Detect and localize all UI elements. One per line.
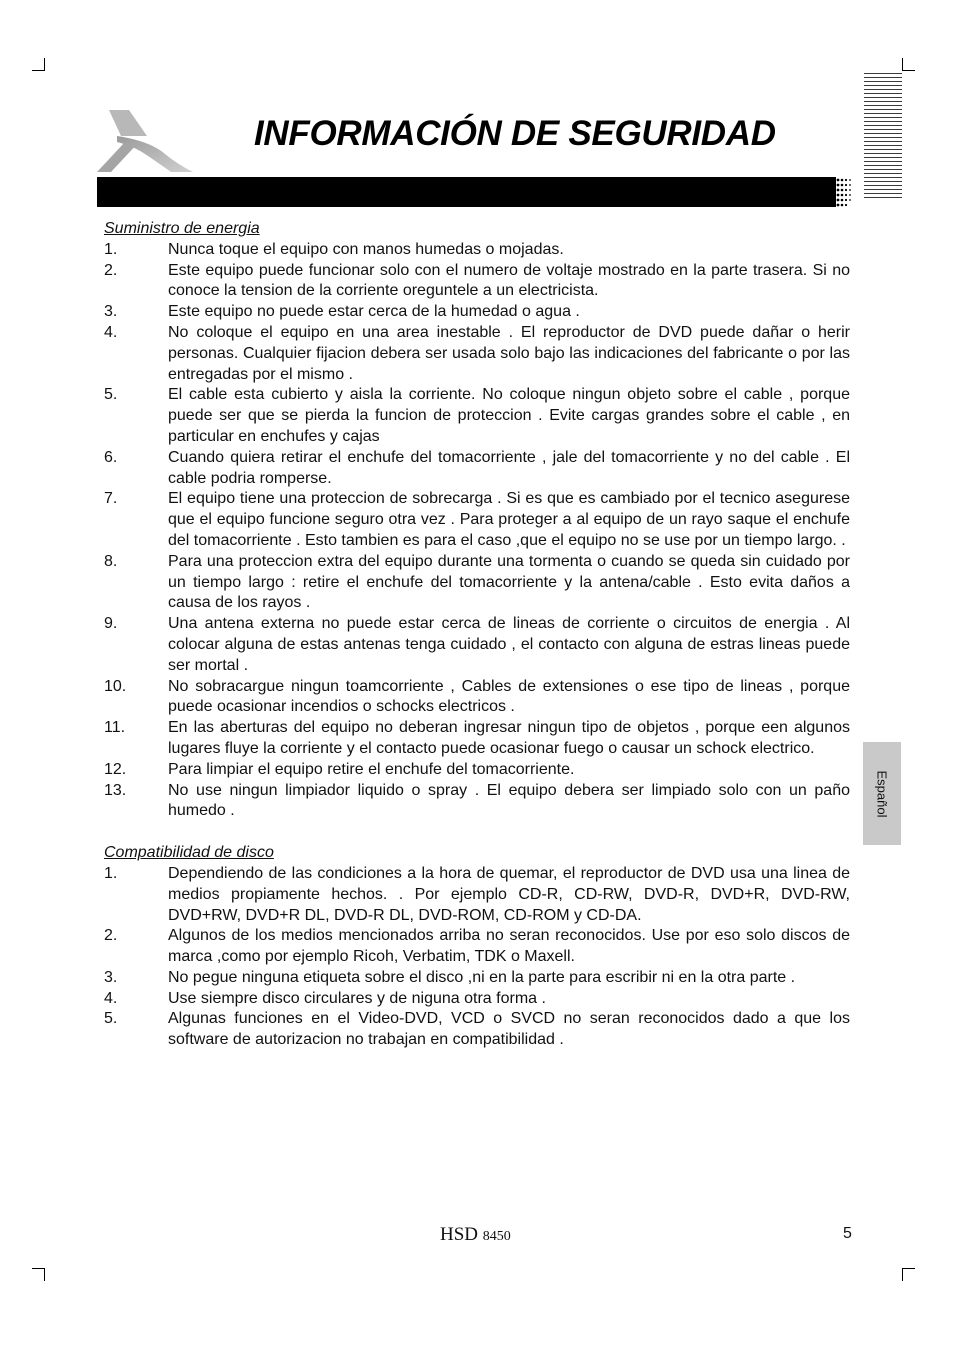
section-spacer xyxy=(104,822,850,843)
list-item: 1. Dependiendo de las condiciones a la hora de quemar, el reproductor de DVD usa una linea de medios propiamente hechos. . Por ejemplo CD-R, CD-RW, DVD-R, DVD+R, DVD-RW, DVD+RW, DVD+R DL, DVD-R DL, DVD-ROM, CD-ROM y CD-DA. xyxy=(104,864,850,924)
language-side-tab xyxy=(863,742,901,845)
list-item: 10. No sobracargue ningun toamcorriente , Cables de extensiones o ese tipo de lineas , porque puede ocasionar incendios o schocks electricos . xyxy=(104,677,850,716)
list-item: 8. Para una proteccion extra del equipo durante una tormenta o cuando se queda sin cuidado por un tiempo largo : retire el enchufe del tomacorriente y la antena/cable . Esto evita daños a causa de los rayos . xyxy=(104,552,850,612)
page-number: 5 xyxy=(843,1225,852,1242)
page-title: INFORMACIÓN DE SEGURIDAD xyxy=(254,114,776,153)
list-item: 7. El equipo tiene una proteccion de sobrecarga . Si es que es cambiado por el tecnico asegurese que el equipo funcione seguro otra vez . Para proteger a al equipo de un rayo saque el enchufe del tomacorriente . Esto tambien es para el caso ,que el equipo no se use por un tiempo largo. . xyxy=(104,490,850,549)
list-item: 12. Para limpiar el equipo retire el enchufe del tomacorriente. xyxy=(104,760,575,778)
list-item: 3. No pegue ninguna etiqueta sobre el disco ,ni en la parte para escribir ni en la otra parte . xyxy=(104,968,796,986)
list-item: 3. Este equipo no puede estar cerca de la humedad o agua . xyxy=(104,303,580,321)
list-item: 2. Algunos de los medios mencionados arriba no seran reconocidos. Use por eso solo discos de marca ,como por ejemplo Ricoh, Verbatim, TDK o Maxell. xyxy=(104,927,850,966)
crop-mark-top-left xyxy=(32,58,45,71)
title-underline-bar xyxy=(97,177,821,207)
model-logo xyxy=(440,1224,511,1246)
list-item: 2. Este equipo puede funcionar solo con el numero de voltaje mostrado en la parte trasera. Si no conoce la tension de la corriente oreguntele a un electricista. xyxy=(104,261,850,300)
document-body xyxy=(104,219,850,1051)
model-number: 8450 xyxy=(482,1229,511,1244)
disc-compatibility-list xyxy=(104,864,850,1051)
list-item: 6. Cuando quiera retirar el enchufe del tomacorriente , jale del tomacorriente y no del cable . El cable podria romperse. xyxy=(104,448,850,487)
list-item: 4. Use siempre disco circulares y de niguna otra forma . xyxy=(104,989,546,1007)
list-item: 1. Nunca toque el equipo con manos humedas o mojadas. xyxy=(104,240,564,258)
section-title-power-supply: Suministro de energia xyxy=(104,220,260,237)
list-item: 4. No coloque el equipo en una area inestable . El reproductor de DVD puede dañar o herir personas. Cualquier fijacion debera ser usada solo bajo las indicaciones del fabricante o por las entregadas por el mismo . xyxy=(104,323,850,383)
language-tab-label: Español xyxy=(874,770,890,817)
list-item: 5. Algunas funciones en el Video-DVD, VCD o SVCD no seran reconocidos dado a que los software de autorizacion no trabajan en compatibilidad . xyxy=(104,1010,850,1049)
section-title-disc-compatibility: Compatibilidad de disco xyxy=(104,844,274,862)
crop-mark-bottom-right xyxy=(902,1268,915,1281)
crop-mark-bottom-left xyxy=(32,1268,45,1281)
power-supply-list xyxy=(104,240,850,822)
list-item: 5. El cable esta cubierto y aisla la corriente. No coloque ningun objeto sobre el cable , porque puede ser que se pierda la funcion de proteccion . Evite cargas grandes sobre el cable , en particular en enchufes y cajas xyxy=(104,386,850,445)
brand-x-logo-icon xyxy=(95,106,195,176)
model-prefix: HSD xyxy=(440,1224,479,1245)
decorative-stripes xyxy=(864,73,902,199)
list-item: 13. No use ningun limpiador liquido o spray . El equipo debera ser limpiado solo con un paño humedo . xyxy=(104,781,850,820)
list-item: 9. Una antena externa no puede estar cerca de lineas de corriente o circuitos de energia . Al colocar alguna de estas antenas tenga cuidado , el contacto con alguna de estras lineas puede ser mortal . xyxy=(104,615,850,674)
list-item: 11. En las aberturas del equipo no deberan ingresar ningun tipo de objetos , porque een algunos lugares fluye la corriente y el contacto puede ocasionar fuego o causar un schock electrico. xyxy=(104,719,850,757)
bar-dot-pattern xyxy=(818,177,852,207)
crop-mark-top-right xyxy=(902,58,915,71)
